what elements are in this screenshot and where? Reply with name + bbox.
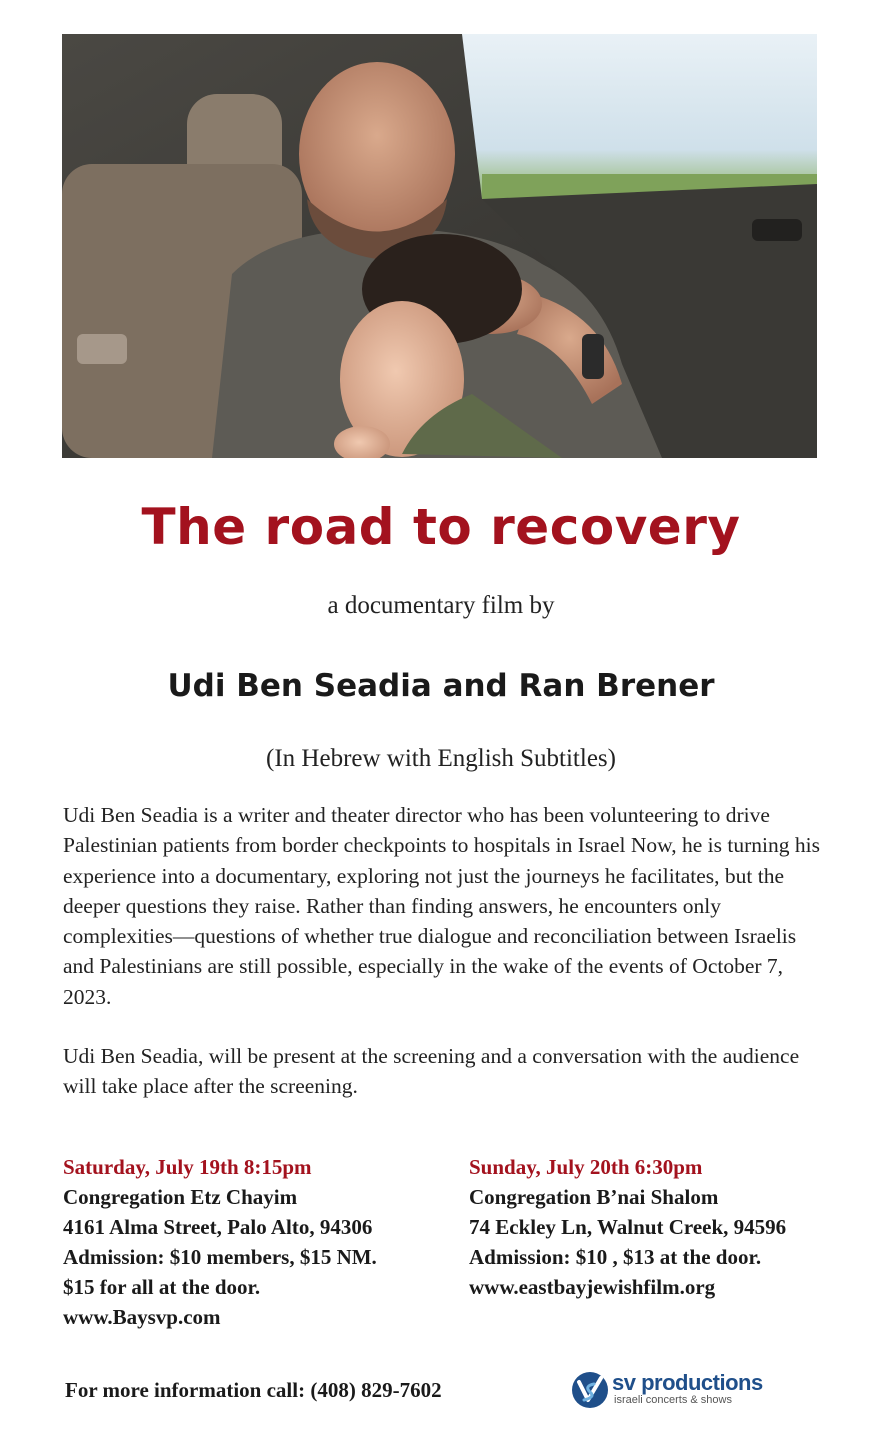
screening-note: Udi Ben Seadia, will be present at the screening and a conversation with the audience will take place after the screening. — [63, 1044, 800, 1099]
directors-heading: Udi Ben Seadia and Ran Brener — [167, 668, 715, 704]
film-description: Udi Ben Seadia is a writer and theater director who has been volunteering to drive Palestinian patients from border checkpoints to hospitals in Israel Now, he is turning his experience into a documentary, exploring not just the journeys he facilitates, but the deeper questions they raise. Rather than finding answers, he encounters only complexities—questions of whether true dialogue and reconciliation between Israelis and Palestinians are still possible, especially in the wake of the events of October 7, 2023. — [63, 803, 820, 1009]
film-subtitle: a documentary film by — [327, 592, 555, 619]
screening-date: Saturday, July 19th 8:15pm — [63, 1155, 312, 1179]
screening-venue: Congregation Etz Chayim — [63, 1185, 298, 1209]
logo-tagline: israeli concerts & shows — [614, 1394, 732, 1406]
screening-address: 4161 Alma Street, Palo Alto, 94306 — [63, 1215, 373, 1239]
screening-saturday — [63, 1152, 463, 1332]
screening-address: 74 Eckley Ln, Walnut Creek, 94596 — [469, 1215, 787, 1239]
film-still-photo — [62, 34, 817, 458]
screening-door-price: $15 for all at the door. — [63, 1275, 261, 1299]
logo-name: sv productions — [612, 1370, 763, 1395]
screening-date: Sunday, July 20th 6:30pm — [469, 1155, 703, 1179]
screening-admission: Admission: $10 members, $15 NM. — [63, 1245, 377, 1269]
screening-venue: Congregation B’nai Shalom — [469, 1185, 719, 1209]
contact-info: For more information call: (408) 829-7602 — [65, 1378, 442, 1402]
sv-productions-logo — [570, 1370, 790, 1410]
screening-website[interactable]: www.eastbayjewishfilm.org — [469, 1275, 716, 1299]
sv-logo-icon — [570, 1370, 610, 1410]
film-title: The road to recovery — [141, 498, 741, 556]
screening-website[interactable]: www.Baysvp.com — [63, 1305, 221, 1329]
screening-sunday — [469, 1152, 869, 1302]
language-note: (In Hebrew with English Subtitles) — [266, 745, 616, 772]
screening-admission: Admission: $10 , $13 at the door. — [469, 1245, 762, 1269]
film-still-illustration — [62, 34, 817, 458]
